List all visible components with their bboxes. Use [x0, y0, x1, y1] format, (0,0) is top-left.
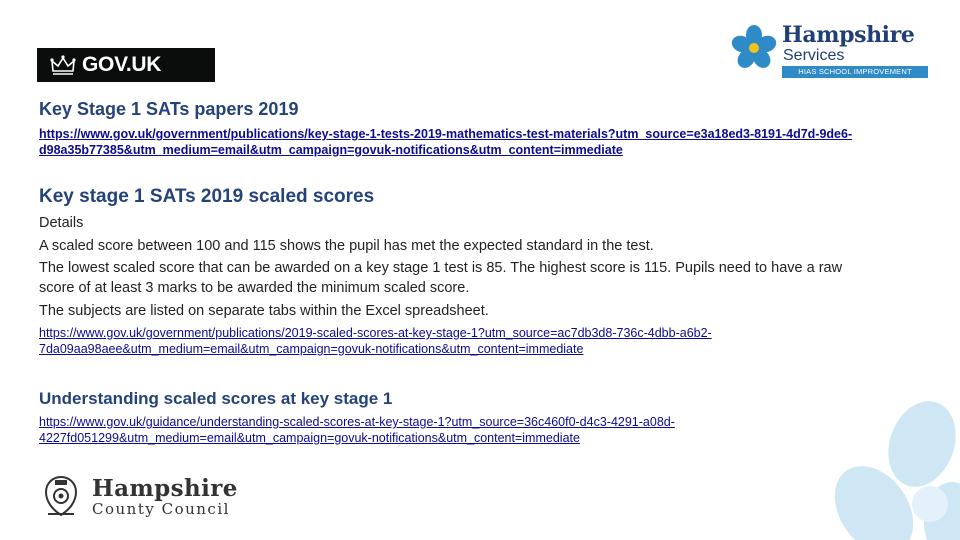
hampshire-county-council-logo	[40, 472, 250, 522]
hias-banner: HIAS SCHOOL IMPROVEMENT	[782, 66, 928, 78]
section2-link[interactable]: https://www.gov.uk/government/publications/2019-scaled-scores-at-key-stage-1?utm_source=ac7db3d8-736c-4dbb-a6b2-7da09aa98aee&utm_medium=email&utm_campaign=govuk-notifications&utm_content=immediate	[39, 326, 712, 356]
hcc-subtitle: County Council	[92, 500, 230, 518]
hampshire-services-title: Hampshire	[782, 22, 915, 48]
section3-link[interactable]: https://www.gov.uk/guidance/understanding-scaled-scores-at-key-stage-1?utm_source=36c460f0-d4c3-4291-a08d-4227fd051299&utm_medium=email&utm_campaign=govuk-notifications&utm_content=immediate	[39, 415, 675, 445]
paragraph-subjects: The subjects are listed on separate tabs within the Excel spreadsheet.	[39, 303, 489, 319]
govuk-logo	[37, 48, 215, 82]
section2-body	[39, 212, 879, 323]
hampshire-services-subtitle: Services	[783, 47, 845, 64]
hampshire-services-logo	[728, 20, 933, 80]
decorative-flower-graphic	[812, 392, 960, 540]
section3-heading: Understanding scaled scores at key stage 1	[39, 389, 393, 408]
paragraph-expected-standard: A scaled score between 100 and 115 shows the pupil has met the expected standard in the test.	[39, 238, 654, 254]
crest-icon	[40, 474, 82, 518]
section2-heading: Key stage 1 SATs 2019 scaled scores	[39, 186, 375, 207]
details-label: Details	[39, 215, 84, 231]
crown-icon	[50, 54, 76, 76]
section1-link[interactable]: https://www.gov.uk/government/publications/key-stage-1-tests-2019-mathematics-test-materials?utm_source=e3a18ed3-8191-4d7d-9de6-d98a35b77385&utm_medium=email&utm_campaign=govuk-notifications&utm_content=immediate	[39, 127, 853, 157]
paragraph-score-range: The lowest scaled score that can be awarded on a key stage 1 test is 85. The highest score is 115. Pupils need to have a raw score of at least 3 marks to be awarded the minimum scaled score.	[39, 260, 843, 296]
hcc-title: Hampshire	[92, 475, 238, 502]
flower-icon	[730, 24, 778, 72]
govuk-wordmark: GOV.UK	[82, 53, 162, 76]
section1-heading: Key Stage 1 SATs papers 2019	[39, 99, 299, 119]
